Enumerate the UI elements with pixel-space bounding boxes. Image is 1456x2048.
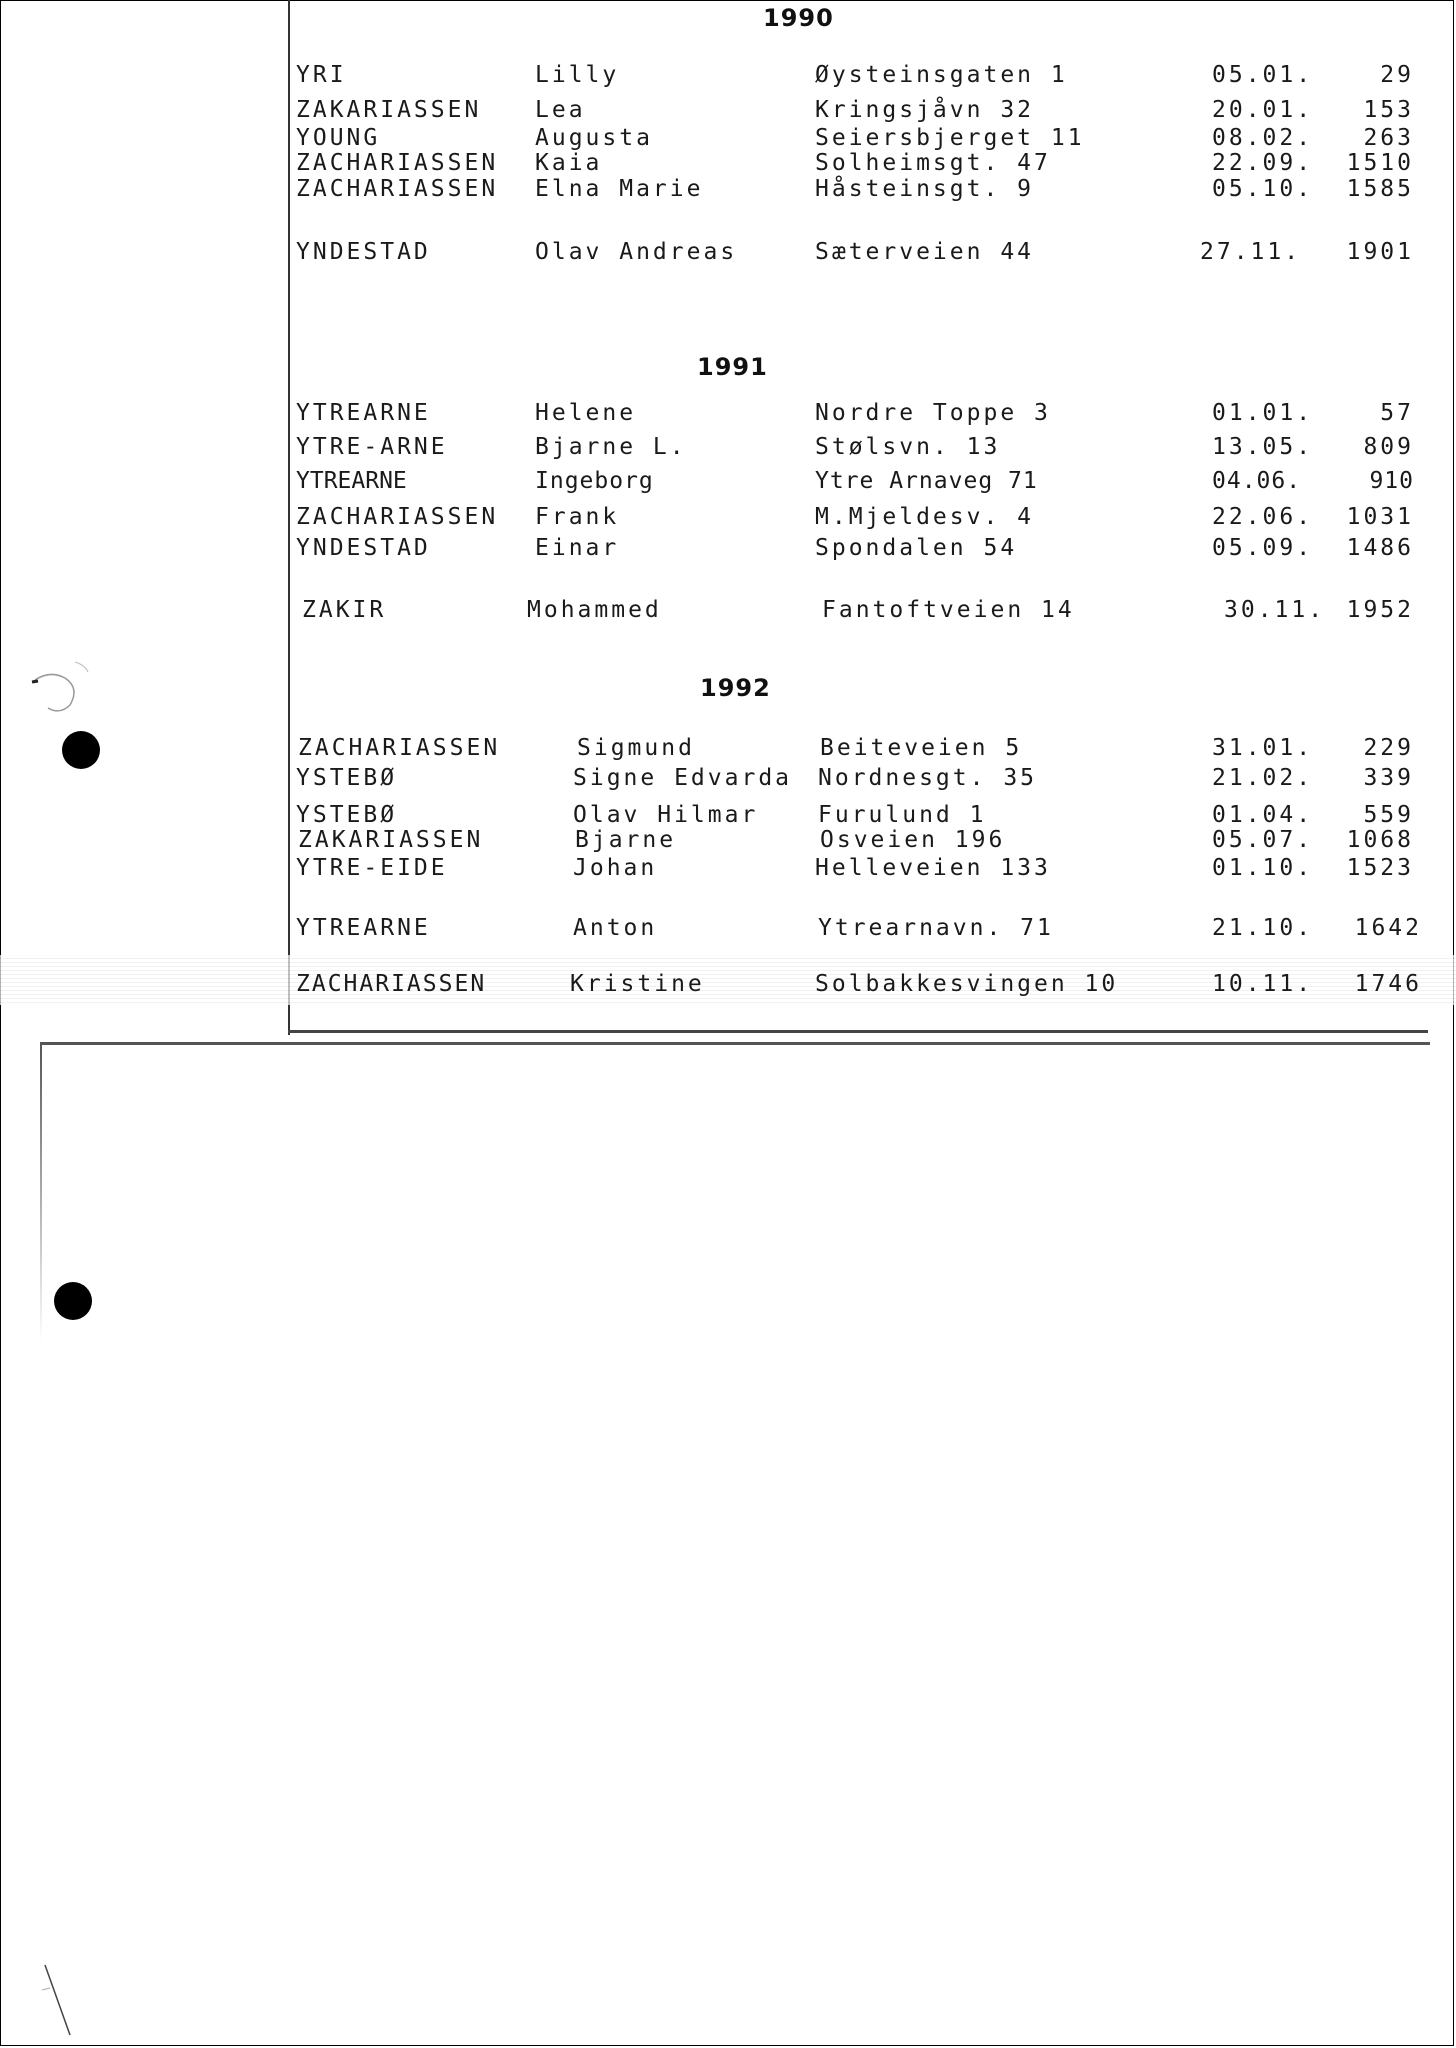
record-number: 1901 [1346, 239, 1414, 265]
address: Kringsjåvn 32 [815, 97, 1035, 123]
table-row [0, 915, 1456, 945]
record-number: 1486 [1346, 535, 1414, 561]
date: 01.04. [1212, 802, 1314, 828]
table-row [0, 535, 1456, 565]
surname: YSTEBØ [296, 765, 398, 791]
given-name: Anton [573, 915, 658, 941]
address: Stølsvn. 13 [815, 434, 1001, 460]
given-name: Augusta [535, 125, 653, 151]
address: Osveien 196 [820, 827, 1006, 853]
given-name: Lea [535, 97, 586, 123]
date: 27.11. [1200, 239, 1302, 265]
table-row [0, 400, 1456, 430]
surname: ZAKARIASSEN [296, 97, 482, 123]
surname: YNDESTAD [296, 535, 431, 561]
address: M.Mjeldesv. 4 [815, 504, 1035, 530]
given-name: Bjarne L. [535, 434, 687, 460]
surname: YTREARNE [296, 400, 431, 426]
address: Nordnesgt. 35 [818, 765, 1038, 791]
record-number: 1642 [1354, 915, 1422, 941]
address: Beiteveien 5 [820, 735, 1023, 761]
date: 08.02. [1212, 125, 1314, 151]
given-name: Ingeborg [535, 468, 654, 494]
record-number: 1746 [1354, 971, 1422, 997]
year-heading-1992: 1992 [700, 674, 771, 702]
surname: ZACHARIASSEN [296, 504, 499, 530]
surname: ZAKARIASSEN [298, 827, 484, 853]
punch-hole-icon [54, 1282, 92, 1320]
address: Solheimsgt. 47 [815, 150, 1051, 176]
given-name: Bjarne [575, 827, 677, 853]
record-number: 1585 [1346, 176, 1414, 202]
surname: YTREARNE [296, 915, 431, 941]
table-row [0, 468, 1456, 498]
address: Øysteinsgaten 1 [815, 62, 1068, 88]
date: 10.11. [1212, 971, 1314, 997]
date: 04.06. [1212, 468, 1302, 494]
surname: YRI [296, 62, 347, 88]
address: Solbakkesvingen 10 [815, 971, 1119, 997]
table-row [0, 597, 1456, 627]
table-row [0, 855, 1456, 885]
table-row [0, 176, 1456, 206]
date: 05.09. [1212, 535, 1314, 561]
date: 05.01. [1212, 62, 1314, 88]
date: 01.10. [1212, 855, 1314, 881]
record-number: 1031 [1346, 504, 1414, 530]
date: 22.06. [1212, 504, 1314, 530]
address: Seiersbjerget 11 [815, 125, 1085, 151]
table-row [0, 434, 1456, 464]
table-row [0, 62, 1456, 92]
surname: ZACHARIASSEN [296, 971, 487, 997]
address: Fantoftveien 14 [822, 597, 1075, 623]
date: 21.02. [1212, 765, 1314, 791]
pencil-scribble-icon [30, 660, 90, 740]
given-name: Sigmund [577, 735, 695, 761]
date: 13.05. [1212, 434, 1314, 460]
table-row [0, 765, 1456, 795]
date: 21.10. [1212, 915, 1314, 941]
surname: YTRE-EIDE [296, 855, 448, 881]
surname: ZACHARIASSEN [298, 735, 501, 761]
address: Ytrearnavn. 71 [818, 915, 1054, 941]
address: Sæterveien 44 [815, 239, 1035, 265]
given-name: Mohammed [527, 597, 662, 623]
address: Helleveien 133 [815, 855, 1051, 881]
surname: ZAKIR [302, 597, 387, 623]
record-number: 57 [1380, 400, 1414, 426]
year-heading-1991: 1991 [697, 353, 768, 381]
record-number: 809 [1363, 434, 1414, 460]
given-name: Signe Edvarda [573, 765, 793, 791]
address: Håsteinsgt. 9 [815, 176, 1035, 202]
date: 31.01. [1212, 735, 1314, 761]
surname: YSTEBØ [296, 802, 398, 828]
address: Spondalen 54 [815, 535, 1018, 561]
surname: YTREARNE [296, 468, 407, 494]
year-heading-1990: 1990 [763, 4, 834, 32]
record-number: 1523 [1346, 855, 1414, 881]
address: Ytre Arnaveg 71 [815, 468, 1038, 494]
given-name: Einar [535, 535, 620, 561]
table-row [0, 827, 1456, 857]
given-name: Olav Andreas [535, 239, 738, 265]
record-number: 910 [1369, 468, 1414, 494]
given-name: Olav Hilmar [573, 802, 759, 828]
given-name: Johan [573, 855, 658, 881]
table-row [0, 239, 1456, 269]
given-name: Frank [535, 504, 620, 530]
given-name: Kristine [570, 971, 705, 997]
record-number: 29 [1380, 62, 1414, 88]
table-row [0, 504, 1456, 534]
surname: YNDESTAD [296, 239, 431, 265]
date: 30.11. [1224, 597, 1326, 623]
table-row [0, 735, 1456, 765]
record-number: 1510 [1346, 150, 1414, 176]
table-row [0, 971, 1456, 1001]
record-number: 263 [1363, 125, 1414, 151]
date: 05.10. [1212, 176, 1314, 202]
date: 05.07. [1212, 827, 1314, 853]
surname: YTRE-ARNE [296, 434, 448, 460]
given-name: Elna Marie [535, 176, 704, 202]
date: 20.01. [1212, 97, 1314, 123]
given-name: Kaia [535, 150, 603, 176]
date: 22.09. [1212, 150, 1314, 176]
record-number: 153 [1363, 97, 1414, 123]
surname: ZACHARIASSEN [296, 176, 499, 202]
address: Furulund 1 [818, 802, 987, 828]
record-number: 339 [1363, 765, 1414, 791]
lower-sheet-top-edge [40, 1042, 1430, 1045]
given-name: Helene [535, 400, 637, 426]
surname: YOUNG [296, 125, 381, 151]
given-name: Lilly [535, 62, 620, 88]
surname: ZACHARIASSEN [296, 150, 499, 176]
table-row [0, 97, 1456, 127]
lower-sheet-left-edge [40, 1042, 42, 1342]
record-number: 559 [1363, 802, 1414, 828]
record-number: 1068 [1346, 827, 1414, 853]
address: Nordre Toppe 3 [815, 400, 1051, 426]
record-number: 229 [1363, 735, 1414, 761]
pencil-mark-icon [40, 1960, 80, 2040]
sheet-bottom-edge [288, 1030, 1428, 1033]
date: 01.01. [1212, 400, 1314, 426]
record-number: 1952 [1346, 597, 1414, 623]
